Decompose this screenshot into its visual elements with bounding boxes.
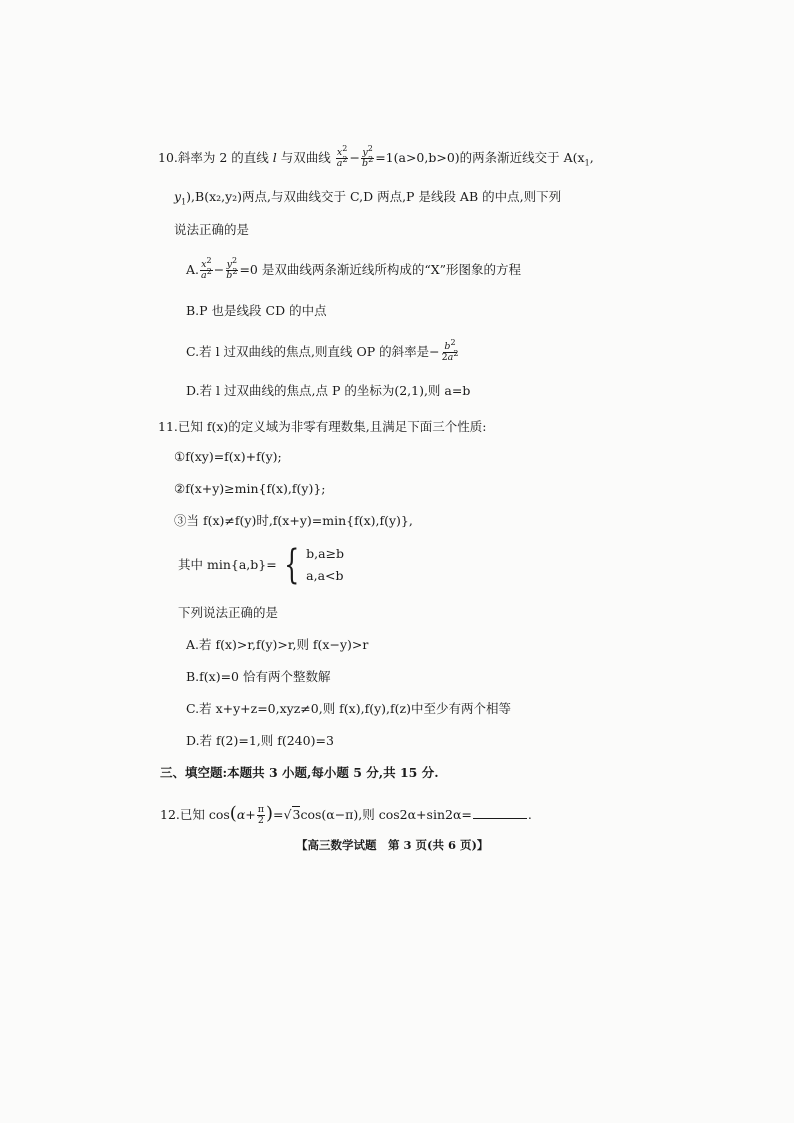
answer-blank[interactable] — [473, 806, 527, 819]
q11-property-2: ②f(x+y)≥min{f(x),f(y)}; — [174, 481, 326, 496]
left-brace: { — [283, 542, 300, 588]
q11-option-d: D.若 f(2)=1,则 f(240)=3 — [186, 733, 334, 748]
q11-min-definition: 其中 min{a,b}= { b,a≥b a,a<b — [178, 542, 345, 588]
fraction-b2-2a2: $\frac{b^2}{2a^2}$ — [441, 337, 459, 363]
fraction-x2-a2: $\frac{x^2}{a^2}$ — [201, 255, 212, 281]
q11-property-3: ③当 f(x)≠f(y)时,f(x+y)=min{f(x),f(y)}, — [174, 513, 413, 528]
section-3-heading: 三、填空题:本题共 3 小题,每小题 5 分,共 15 分. — [160, 765, 439, 780]
q10-line1: 10.斜率为 2 的直线 l 与双曲线 $\frac{x^2}{a^2}$ − $\frac{y^2}{b^2}$ =1(a>0,b>0)的两条渐近线交于 $A(x_1$, — [158, 143, 594, 169]
q10-option-d: D.若 l 过双曲线的焦点,点 P 的坐标为(2,1),则 a=b — [186, 383, 471, 398]
page-footer: 【高三数学试题 第 3 页(共 6 页)】 — [296, 838, 489, 852]
q10-option-b: B.P 也是线段 CD 的中点 — [186, 303, 327, 318]
fraction-y2-b2: $\frac{y^2}{b^2}$ — [362, 143, 374, 169]
fraction-x2-a2: $\frac{x^2}{a^2}$ — [336, 143, 348, 169]
q11-option-c: C.若 x+y+z=0,xyz≠0,则 f(x),f(y),f(z)中至少有两个相等 — [186, 701, 511, 716]
q10-option-a: A. $\frac{x^2}{a^2}$ − $\frac{y^2}{b^2}$ =0 是双曲线两条渐近线所构成的“X”形图象的方程 — [186, 255, 522, 281]
case-2: a,a<b — [306, 568, 344, 583]
case-1: b,a≥b — [306, 546, 345, 561]
q11-prompt: 下列说法正确的是 — [178, 605, 279, 620]
fraction-pi-2: $\frac{\pi}{2}$ — [257, 804, 265, 826]
q10-line3: 说法正确的是 — [174, 222, 250, 237]
var-l: l — [272, 150, 277, 165]
q10-option-c: C.若 l 过双曲线的焦点,则直线 OP 的斜率是− $\frac{b^2}{2a^2}$ — [186, 337, 459, 363]
q11-property-1: ①f(xy)=f(x)+f(y); — [174, 449, 282, 464]
fraction-y2-b2: $\frac{y^2}{b^2}$ — [226, 255, 238, 281]
q11-option-b: B.f(x)=0 恰有两个整数解 — [186, 669, 331, 684]
q11-option-a: A.若 f(x)>r,f(y)>r,则 f(x−y)>r — [186, 637, 369, 652]
q11-stem: 11.已知 f(x)的定义域为非零有理数集,且满足下面三个性质: — [158, 419, 487, 434]
q12-line: 12.已知 cos(α+ $\frac{\pi}{2}$ )=√3cos(α−π),则 cos2α+sin2α= . — [160, 803, 532, 826]
q10-line2: $y_1),B(x_2,y_2)$两点,与双曲线交于 C,D 两点,P 是线段 AB 的中点,则下列 — [174, 189, 562, 207]
